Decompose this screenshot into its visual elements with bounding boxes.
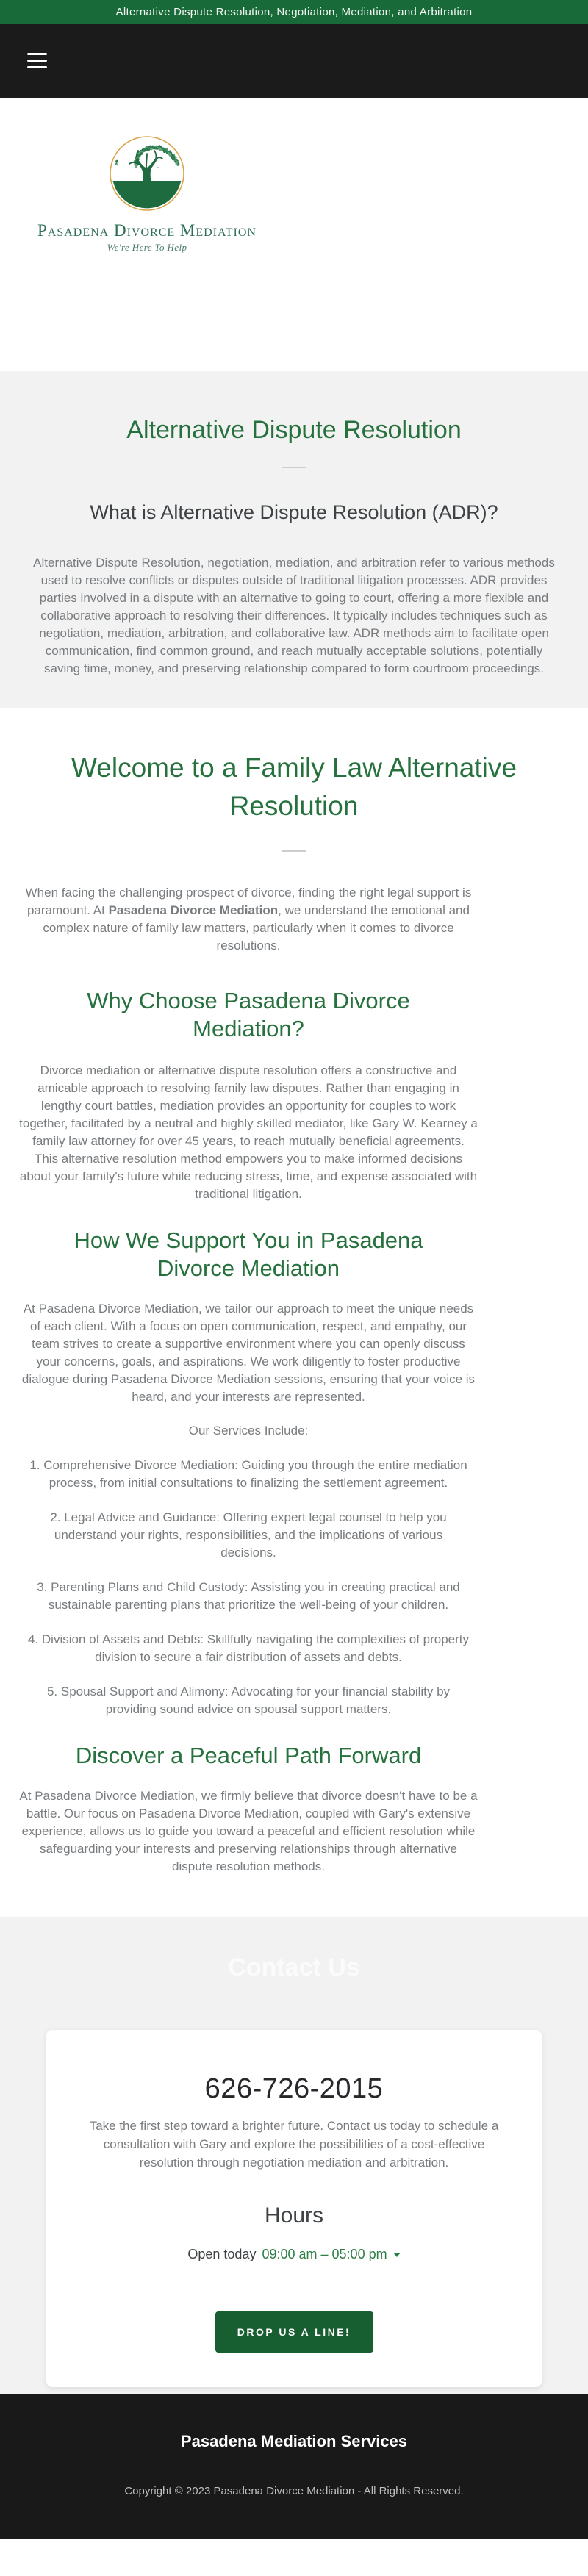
contact-heading: Contact Us — [228, 1953, 360, 1981]
service-item-5: 5. Spousal Support and Alimony: Advocating for your financial stability by providing sound advice on spousal support matters. — [46, 1685, 451, 1716]
section-contact — [0, 1917, 588, 2394]
footer-title: Pasadena Mediation Services — [180, 2432, 408, 2450]
service-item-4: 4. Division of Assets and Debts: Skillfully navigating the complexities of property division to secure a fair distribution of assets and debts. — [28, 1632, 470, 1664]
discover-paragraph: At Pasadena Divorce Mediation, we firmly believe that divorce doesn't have to be a battle. Our focus on Pasadena Divorce Mediation, coupled with Gary's extensive experience, allows us to guide you toward a peaceful and efficient resolution while safeguarding your interests and preserving relationships through alternative dispute resolution methods. — [19, 1789, 478, 1873]
brand-name: Pasadena Divorce Mediation — [37, 221, 257, 240]
site-header — [0, 24, 588, 98]
section-divider — [282, 850, 306, 852]
support-paragraph: At Pasadena Divorce Mediation, we tailor our approach to meet the unique needs of each client. With a focus on open communication, respect, and empathy, our team strives to create a supportive environment where you can openly discuss your concerns, goals, and aspirations. We work diligently to foster productive dialogue during Pasadena Divorce Mediation sessions, ensuring that your voice is heard, and your interests are represented. — [21, 1302, 476, 1404]
contact-paragraph: Take the first step toward a brighter future. Contact us today to schedule a consultation with Gary and explore the possibilities of a cost-effective resolution through negotiation mediation and arbitration. — [89, 2119, 499, 2170]
menu-icon[interactable] — [27, 53, 47, 68]
logo-block[interactable] — [0, 98, 294, 254]
logo-hero — [0, 98, 588, 371]
announcement-bar — [0, 0, 588, 24]
discover-heading: Discover a Peaceful Path Forward — [75, 1743, 422, 1768]
section-adr — [0, 371, 588, 708]
adr-subheading: What is Alternative Dispute Resolution (ADR)? — [90, 501, 498, 523]
open-hours-value: 09:00 am – 05:00 pm — [262, 2247, 387, 2261]
drop-us-a-line-button[interactable]: DROP US A LINE! — [215, 2311, 373, 2353]
brand-mention: Pasadena Divorce Mediation — [108, 903, 279, 917]
service-item-2: 2. Legal Advice and Guidance: Offering expert legal counsel to help you understand your rights, responsibilities, and the implications of various decisions. — [50, 1510, 447, 1560]
phone-number-link[interactable]: 626-726-2015 — [204, 2073, 384, 2104]
logo-tree-icon — [109, 135, 185, 212]
announcement-text: Alternative Dispute Resolution, Negotiation, Mediation, and Arbitration — [115, 5, 473, 18]
hours-heading: Hours — [264, 2203, 324, 2228]
why-choose-paragraph: Divorce mediation or alternative dispute resolution offers a constructive and amicable approach to resolving family law disputes. Rather than engaging in lengthy court battles, mediation provides an opportunity for couples to work together, facilitated by a neutral and highly skilled mediator, like Gary W. Kearney a family law attorney for over 45 years, to reach mutually beneficial agreements. This alternative resolution method empowers you to make informed decisions about your family's future while reducing stress, time, and expense associated with traditional litigation. — [19, 1063, 478, 1201]
contact-card — [46, 2030, 542, 2387]
service-item-3: 3. Parenting Plans and Child Custody: Assisting you in creating practical and sustainable parenting plans that prioritize the well-being of your children. — [37, 1580, 460, 1612]
adr-heading: Alternative Dispute Resolution — [126, 416, 462, 444]
why-choose-heading: Why Choose Pasadena Divorce Mediation? — [87, 988, 410, 1041]
site-footer — [0, 2394, 588, 2539]
brand-tagline: We're Here To Help — [107, 242, 187, 253]
section-welcome — [0, 708, 588, 1917]
welcome-content-column — [19, 884, 478, 1876]
welcome-paragraph: When facing the challenging prospect of divorce, finding the right legal support is paramount. At Pasadena Divorce Mediation, we understand the emotional and complex nature of family law matters, particularly when it comes to divorce resolutions. — [25, 886, 472, 952]
section-divider — [282, 467, 306, 468]
support-heading: How We Support You in Pasadena Divorce Mediation — [74, 1227, 423, 1281]
adr-paragraph: Alternative Dispute Resolution, negotiation, mediation, and arbitration refer to various methods used to resolve conflicts or disputes outside of traditional litigation processes. ADR provides parties involved in a dispute with an alternative to going to court, offering a more flexible and collaborative approach to resolving their differences. It typically includes techniques such as negotiation, mediation, arbitration, and collaborative law. ADR methods aim to facilitate open communication, find common ground, and reach mutually acceptable solutions, potentially saving time, money, and preserving relationship compared to form courtroom proceedings. — [33, 556, 555, 675]
open-today-label: Open today — [187, 2247, 257, 2261]
services-label: Our Services Include: — [188, 1424, 309, 1438]
service-item-1: 1. Comprehensive Divorce Mediation: Guiding you through the entire mediation process, from initial consultations to finalizing the settlement agreement. — [29, 1458, 467, 1490]
hours-dropdown[interactable] — [187, 2245, 400, 2263]
welcome-heading: Welcome to a Family Law Alternative Resolution — [71, 753, 517, 821]
chevron-down-icon — [393, 2253, 401, 2257]
copyright-text: Copyright © 2023 Pasadena Divorce Mediation - All Rights Reserved. — [124, 2485, 464, 2497]
